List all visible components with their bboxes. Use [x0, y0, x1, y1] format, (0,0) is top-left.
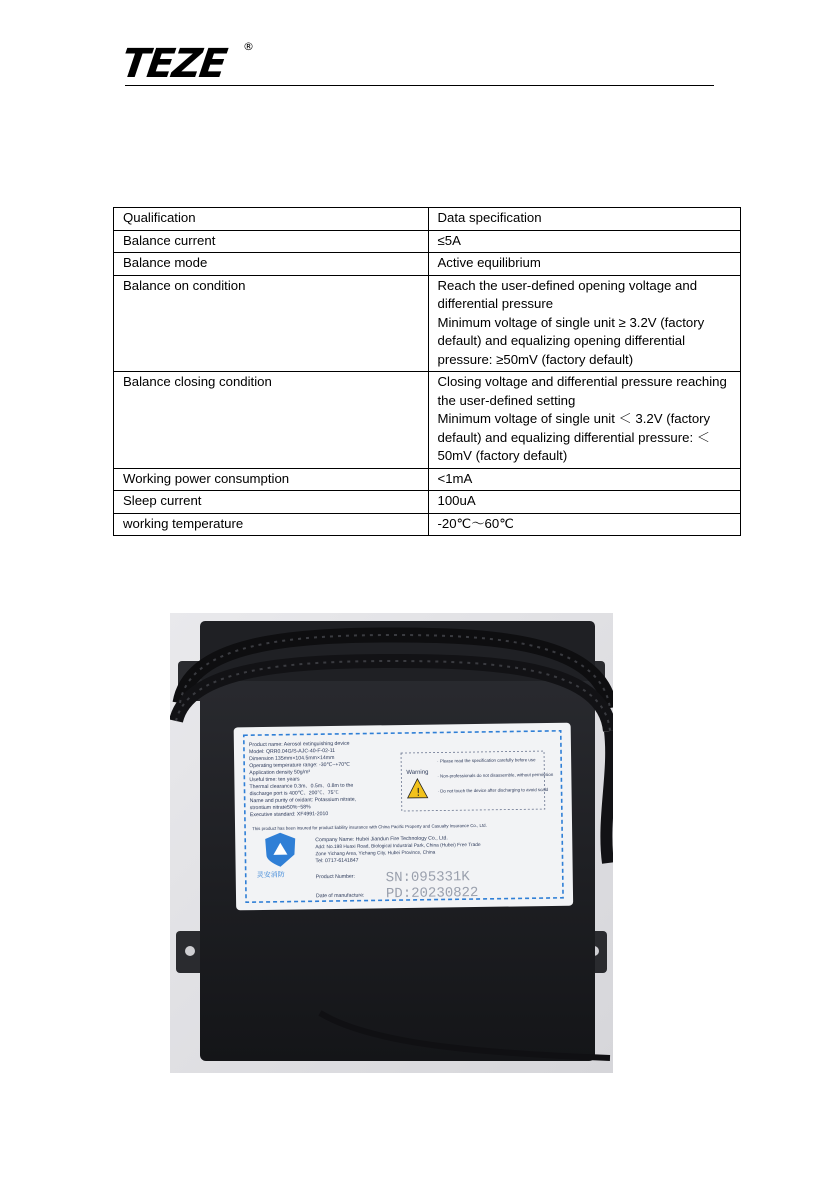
product-photo	[170, 613, 613, 1073]
spec-label-cell: Balance on condition	[114, 275, 429, 372]
table-row	[114, 491, 741, 514]
production-date: PD:20230822	[385, 884, 479, 903]
serial-number: SN:095331K	[385, 869, 470, 887]
label-address-2: Zone Yichang Area, Yichang City, Hubei Province, China	[315, 850, 436, 858]
svg-text:!: !	[415, 785, 421, 799]
spec-value-cell: ≤5A	[428, 230, 741, 253]
spec-label-cell: Balance current	[114, 230, 429, 253]
table-row	[114, 230, 741, 253]
label-insurance: This product has been insured for product liability insurance with China Pacific Property and Casualty Insurance Co., Ltd.	[252, 822, 487, 832]
label-name-purity: Name and purity of oxidant: Potassium nitrate,	[249, 796, 357, 805]
spec-value-cell: 100uA	[428, 491, 741, 514]
warning-title: Warning	[406, 769, 429, 776]
spec-label-cell: Balance closing condition	[114, 372, 429, 469]
label-operating-temp: Operating temperature range: -30℃~+70℃	[249, 761, 350, 770]
warning-line-3: · Do not touch the device after discharging to avoid scald	[437, 786, 549, 794]
spec-value-cell: Reach the user-defined opening voltage and differential pressure Minimum voltage of single unit ≥ 3.2V (factory default) and equalizing opening differential pressure: ≥50mV (factory default)	[428, 275, 741, 372]
label-company: Company Name: Hubei Jiandun Fire Technology Co., Ltd.	[315, 835, 448, 844]
spec-value-cell: Active equilibrium	[428, 253, 741, 276]
table-row	[114, 253, 741, 276]
device-label	[234, 723, 574, 911]
label-application-density: Application density 50g/m³	[249, 769, 311, 777]
label-product-name: Product name: Aerosol extinguishing device	[248, 740, 350, 749]
header-divider	[125, 85, 714, 86]
label-product-number: Product Number:	[315, 873, 356, 881]
aerosol-device-photo	[170, 613, 613, 1073]
label-date-of-manufacture: Date of manufacture:	[315, 892, 365, 900]
label-strontium: strontium nitrate50%~58%	[249, 804, 311, 812]
label-discharge-port: discharge port is 400℃、200℃、75℃	[249, 789, 339, 798]
label-thermal-clearance: Thermal clearance 0.3m、0.5m、0.8m to the	[249, 782, 354, 791]
spec-value-cell: Closing voltage and differential pressure reaching the user-defined setting Minimum voltage of single unit ＜ 3.2V (factory default) and equalizing differential pressure: ＜ 50mV (factory default)	[428, 372, 741, 469]
spec-value-cell: <1mA	[428, 468, 741, 491]
table-row	[114, 372, 741, 469]
label-dimension: Dimension 135mm×104.5mm×14mm	[249, 754, 335, 763]
spec-table	[113, 207, 741, 536]
header-cell-data-specification: Data specification	[428, 208, 741, 231]
label-executive-standard: Executive standard: XF4991-2010	[249, 811, 329, 819]
label-useful-time: Useful time: ten years	[249, 776, 300, 784]
registered-mark: ®	[243, 40, 254, 53]
warning-line-2: · Non-professionals do not disassemble, without permission	[437, 771, 554, 779]
spec-label-cell: working temperature	[114, 513, 429, 536]
spec-value-cell: -20℃～60℃	[428, 513, 741, 536]
table-row	[114, 513, 741, 536]
warning-line-1: · Please read the specification carefully before use	[437, 757, 536, 764]
spec-label-cell: Working power consumption	[114, 468, 429, 491]
spec-label-cell: Sleep current	[114, 491, 429, 514]
teze-logo	[118, 40, 252, 88]
table-header-row	[114, 208, 741, 231]
brand-name-cn: 灵安消防	[256, 870, 285, 880]
header-cell-qualification: Qualification	[114, 208, 429, 231]
label-model: Model: QRR0.04G/S-AJC-40-F-02-11	[248, 747, 336, 756]
label-tel: Tel: 0717-6141847	[315, 857, 359, 865]
table-row	[114, 275, 741, 372]
table-row	[114, 468, 741, 491]
label-address-1: Add: No.198 Huaxi Road, Biological Industrial Park, China (Hubei) Free Trade	[315, 842, 481, 851]
logo-text: TEZE	[118, 41, 229, 87]
spec-label-cell: Balance mode	[114, 253, 429, 276]
